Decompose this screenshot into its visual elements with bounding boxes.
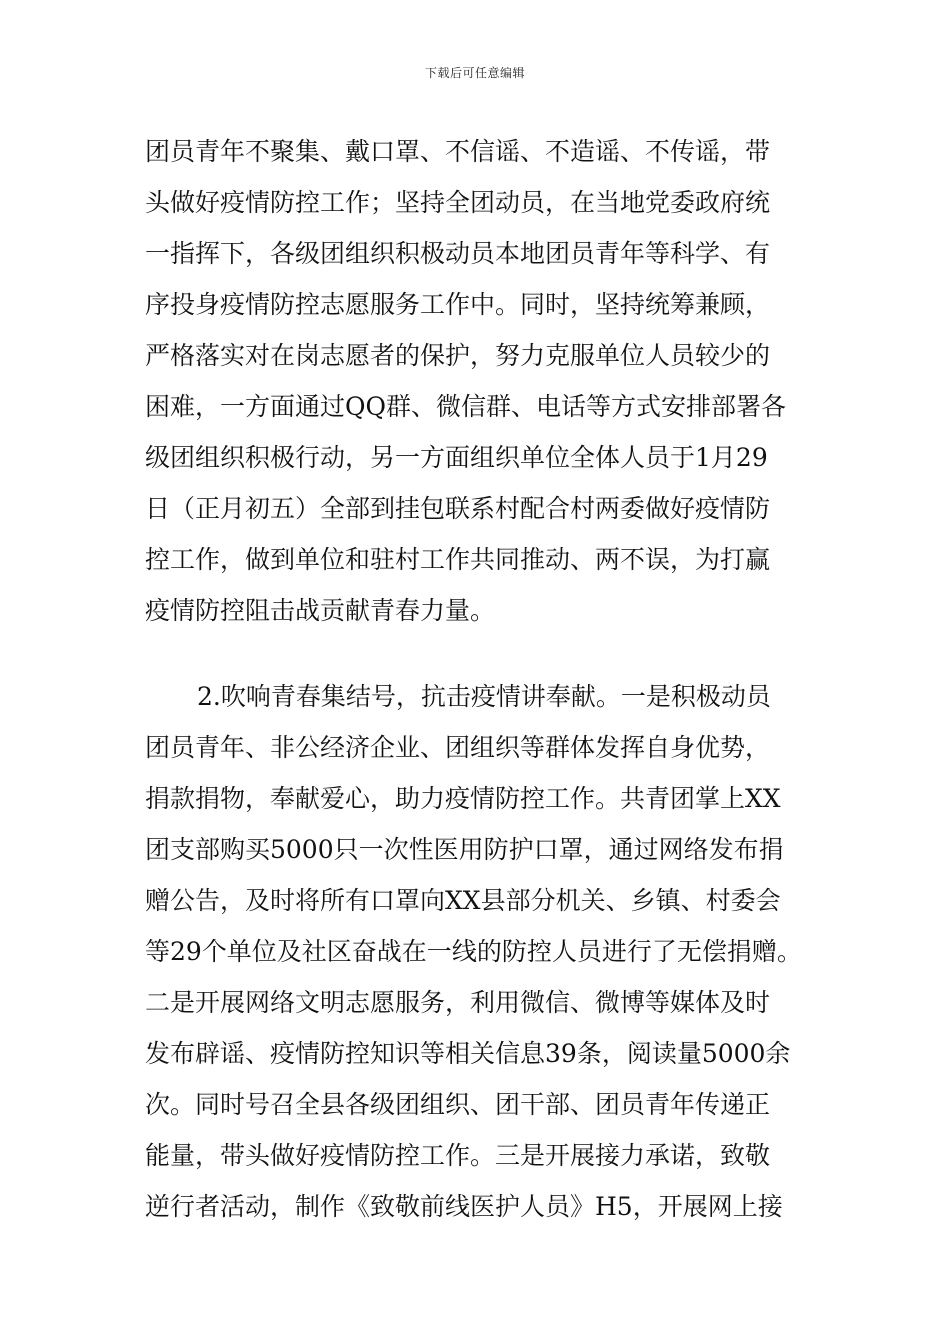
paragraph-line: 头做好疫情防控工作；坚持全团动员，在当地党委政府统	[145, 188, 771, 217]
paragraph-line: 二是开展网络文明志愿服务，利用微信、微博等媒体及时	[145, 988, 771, 1017]
paragraph-1	[145, 126, 815, 636]
header-note: 下载后可任意编辑	[424, 66, 525, 80]
paragraph-line: 赠公告，及时将所有口罩向XX县部分机关、乡镇、村委会	[145, 886, 781, 915]
paragraph-line: 日（正月初五）全部到挂包联系村配合村两委做好疫情防	[145, 494, 771, 523]
paragraph-line: 疫情防控阻击战贡献青春力量。	[145, 596, 496, 625]
paragraph-line: 次。同时号召全县各级团组织、团干部、团员青年传递正	[145, 1090, 771, 1119]
paragraph-line: 序投身疫情防控志愿服务工作中。同时，坚持统筹兼顾，	[145, 290, 771, 319]
paragraph-line: 团员青年不聚集、戴口罩、不信谣、不造谣、不传谣，带	[145, 137, 771, 166]
paragraph-line: 级团组织积极行动，另一方面组织单位全体人员于1月29	[145, 443, 768, 472]
paragraph-line: 严格落实对在岗志愿者的保护，努力克服单位人员较少的	[145, 341, 771, 370]
paragraph-line: 控工作，做到单位和驻村工作共同推动、两不误，为打赢	[145, 545, 771, 574]
paragraph-line: 捐款捐物，奉献爱心，助力疫情防控工作。共青团掌上XX	[145, 784, 781, 813]
paragraph-line: 逆行者活动，制作《致敬前线医护人员》H5，开展网上接	[145, 1192, 783, 1221]
paragraph-line: 团员青年、非公经济企业、团组织等群体发挥自身优势，	[145, 733, 771, 762]
paragraph-2	[145, 671, 815, 1232]
paragraph-line: 困难，一方面通过QQ群、微信群、电话等方式安排部署各	[145, 392, 786, 421]
paragraph-line: 能量，带头做好疫情防控工作。三是开展接力承诺，致敬	[145, 1141, 771, 1170]
paragraph-line: 发布辟谣、疫情防控知识等相关信息39条，阅读量5000余	[145, 1039, 791, 1068]
paragraph-line-first: 2.吹响青春集结号，抗击疫情讲奉献。一是积极动员	[197, 682, 771, 711]
paragraph-line: 一指挥下，各级团组织积极动员本地团员青年等科学、有	[145, 239, 771, 268]
paragraph-line: 团支部购买5000只一次性医用防护口罩，通过网络发布捐	[145, 835, 784, 864]
paragraph-line: 等29个单位及社区奋战在一线的防控人员进行了无偿捐赠。	[145, 937, 802, 966]
